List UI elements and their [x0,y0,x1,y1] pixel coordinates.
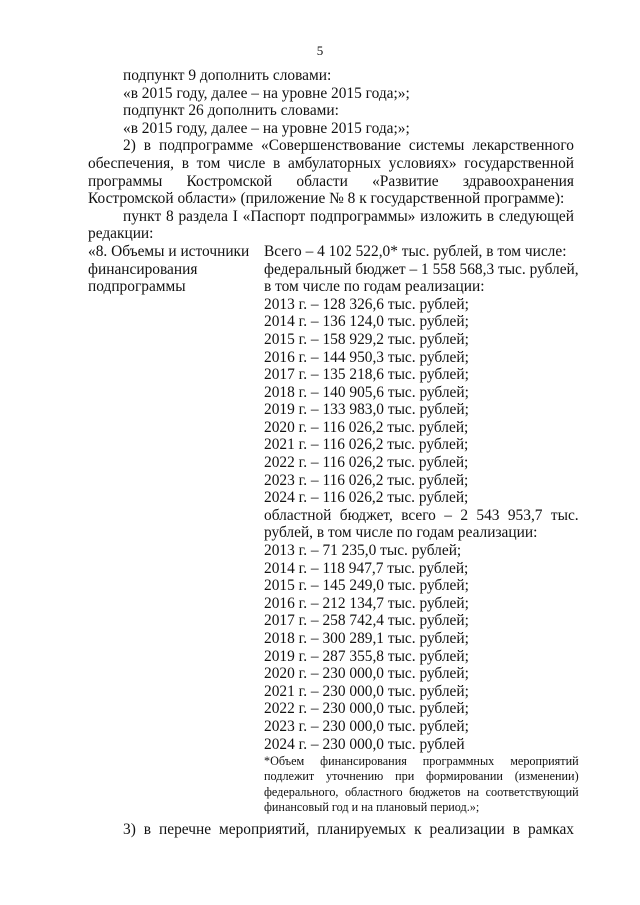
table-left-line: «8. Объемы и источники [88,242,250,260]
federal-year: 2014 г. – 136 124,0 тыс. рублей; [264,313,469,331]
table-left-line: подпрограммы [88,278,186,296]
regional-year: 2023 г. – 230 000,0 тыс. рублей; [264,717,469,735]
federal-year: 2016 г. – 144 950,3 тыс. рублей; [264,348,469,366]
regional-year: 2022 г. – 230 000,0 тыс. рублей; [264,700,469,718]
regional-year: 2013 г. – 71 235,0 тыс. рублей; [264,542,462,560]
document-body [88,67,579,839]
text-line: подпункт 9 дополнить словами: [123,67,332,84]
regional-year: 2015 г. – 145 249,0 тыс. рублей; [264,577,469,595]
regional-year: 2020 г. – 230 000,0 тыс. рублей; [264,665,469,683]
paragraph-3: 3) в перечне мероприятий, планируемых к реализации в рамках [123,820,574,838]
regional-year: 2017 г. – 258 742,4 тыс. рублей; [264,612,469,630]
federal-year: 2023 г. – 116 026,2 тыс. рублей; [264,471,469,489]
regional-year: 2016 г. – 212 134,7 тыс. рублей; [264,594,469,612]
regional-header-line: областной бюджет, всего – 2 543 953,7 тыс. [264,506,579,524]
text-line: «в 2015 году, далее – на уровне 2015 года;»; [123,84,410,102]
paragraph-punkt: пункт 8 раздела I «Паспорт подпрограммы» изложить в следующей редакции: [88,207,574,243]
federal-year: 2024 г. – 116 026,2 тыс. рублей; [264,489,469,507]
federal-year: 2013 г. – 128 326,6 тыс. рублей; [264,295,469,313]
paragraph-subprogram: 2) в подпрограмме «Совершенствование системы лекарственного обеспечения, в том числе в амбулаторных условиях» государственной программы Костромской области «Развитие здравоохранения Костромской области» (приложение № 8 к государственной программе): [88,137,574,208]
federal-header-line: федеральный бюджет – 1 558 568,3 тыс. рублей, [264,260,579,278]
regional-year: 2021 г. – 230 000,0 тыс. рублей; [264,682,469,700]
table-left-line: финансирования [88,260,198,278]
passport-table [88,242,579,815]
regional-year: 2018 г. – 300 289,1 тыс. рублей; [264,630,469,647]
text-line: подпункт 26 дополнить словами: [123,102,339,120]
federal-year: 2018 г. – 140 905,6 тыс. рублей; [264,383,469,401]
federal-header-line: в том числе по годам реализации: [264,278,485,296]
federal-year: 2019 г. – 133 983,0 тыс. рублей; [264,401,469,419]
federal-year: 2022 г. – 116 026,2 тыс. рублей; [264,454,469,472]
regional-year: 2019 г. – 287 355,8 тыс. рублей; [264,647,469,665]
federal-year: 2021 г. – 116 026,2 тыс. рублей; [264,436,469,454]
regional-header-line: рублей, в том числе по годам реализации: [264,524,538,542]
total-line: Всего – 4 102 522,0* тыс. рублей, в том числе: [264,242,567,260]
text-line: «в 2015 году, далее – на уровне 2015 года;»; [123,119,410,137]
federal-year: 2015 г. – 158 929,2 тыс. рублей; [264,330,469,348]
table-right-cell [264,243,579,815]
regional-year: 2014 г. – 118 947,7 тыс. рублей; [264,559,469,577]
federal-year: 2017 г. – 135 218,6 тыс. рублей; [264,366,469,384]
page-number: 5 [316,43,324,58]
regional-year: 2024 г. – 230 000,0 тыс. рублей [264,735,465,753]
federal-year: 2020 г. – 116 026,2 тыс. рублей; [264,418,469,436]
footnote: *Объем финансирования программных мероприятий подлежит уточнению при формировании (изменении) федерального, областного бюджетов на соответствующий финансовый год и на плановый период.»; [264,754,579,814]
table-left-cell [88,243,264,815]
